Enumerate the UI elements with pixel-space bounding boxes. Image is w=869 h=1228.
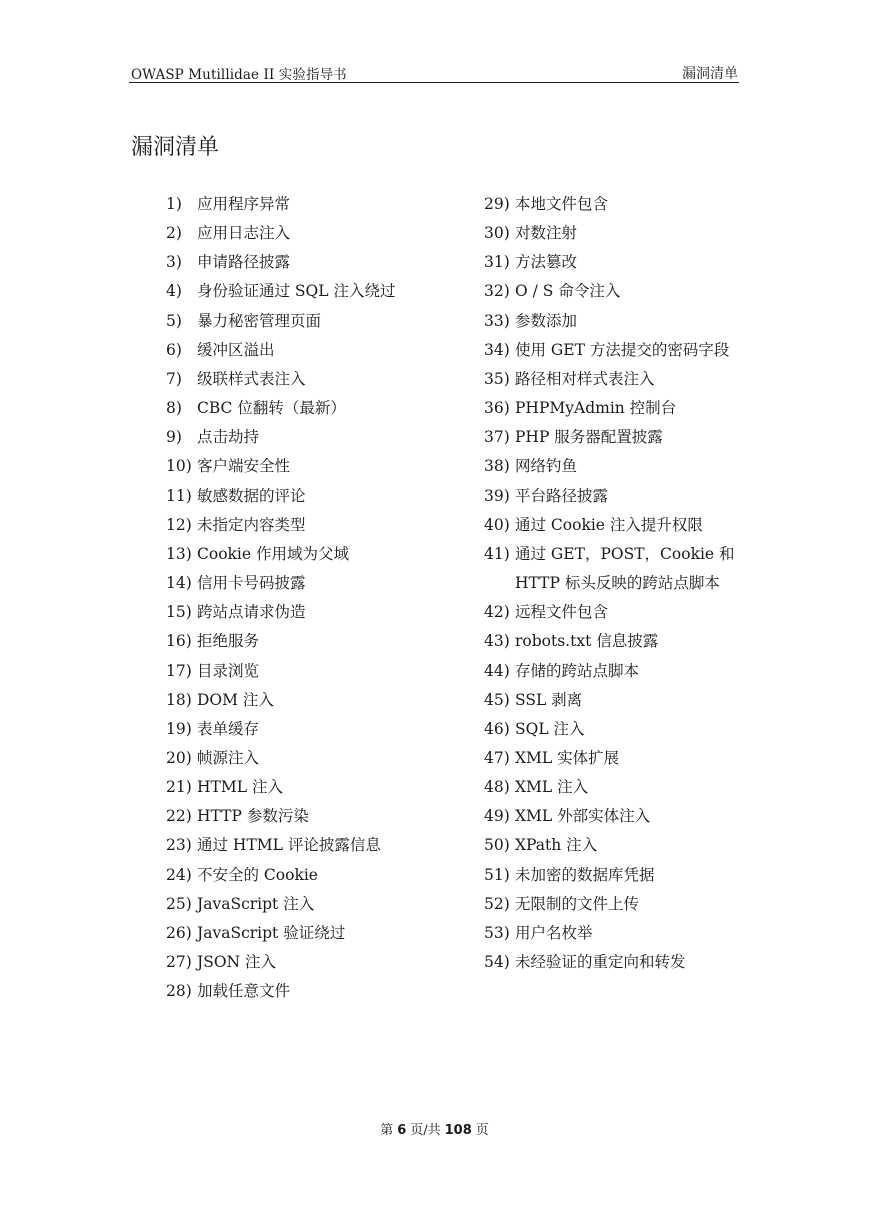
list-item-number: 32) (484, 282, 510, 301)
list-item (166, 686, 466, 715)
page-title: 漏洞清单 (131, 135, 220, 160)
list-item (484, 423, 742, 452)
list-item-label: 表单缓存 (197, 719, 260, 738)
list-item-number: 46) (484, 719, 510, 738)
list-item-number: 51) (484, 865, 510, 884)
list-item (484, 715, 742, 744)
list-item-number: 37) (484, 428, 510, 447)
running-header-section: 漏洞清单 (682, 66, 738, 82)
list-item-number: 40) (484, 515, 510, 534)
list-item-number: 35) (484, 369, 510, 388)
list-item-label: 客户端安全性 (197, 457, 291, 476)
list-item-label: XML 实体扩展 (515, 748, 620, 767)
list-item (484, 452, 742, 481)
list-item (484, 248, 742, 277)
list-item (166, 831, 466, 860)
list-item (484, 861, 742, 890)
list-item-label: SQL 注入 (515, 719, 585, 738)
vulnerability-list-left (166, 190, 466, 1006)
list-item-label: 拒绝服务 (197, 632, 260, 651)
list-item-number: 50) (484, 836, 510, 855)
list-item-number: 38) (484, 457, 510, 476)
list-item-number: 1) (166, 195, 182, 213)
list-item-number: 22) (166, 807, 192, 826)
list-item (484, 744, 742, 773)
list-item-label: 用户名枚举 (515, 923, 593, 942)
list-item-label: 本地文件包含 (515, 195, 609, 213)
list-item (484, 365, 742, 394)
list-item (484, 277, 742, 306)
list-item-number: 43) (484, 632, 510, 651)
list-item-number: 20) (166, 748, 192, 767)
list-item-number: 54) (484, 953, 510, 972)
list-item (484, 802, 742, 831)
list-item-number: 27) (166, 953, 192, 972)
list-item-number: 25) (166, 894, 192, 913)
list-item (166, 948, 466, 977)
list-item-label: 缓冲区溢出 (197, 340, 275, 359)
list-item (166, 715, 466, 744)
list-item-label: JSON 注入 (197, 953, 277, 972)
list-item-label: 暴力秘密管理页面 (197, 311, 322, 330)
list-item-label: 通过 Cookie 注入提升权限 (515, 515, 703, 534)
list-item-number: 10) (166, 457, 192, 476)
list-item (484, 686, 742, 715)
list-item-label: 网络钓鱼 (515, 457, 578, 476)
list-item (166, 394, 466, 423)
list-item-label: PHPMyAdmin 控制台 (515, 399, 677, 418)
list-item-label: 存储的跨站点脚本 (515, 661, 640, 680)
list-item-label: 无限制的文件上传 (515, 894, 640, 913)
list-item-label: JavaScript 注入 (197, 894, 315, 913)
list-item (166, 802, 466, 831)
list-item-label: 使用 GET 方法提交的密码字段 (515, 340, 730, 359)
list-item (484, 598, 742, 627)
footer-suffix: 页 (475, 1123, 489, 1138)
list-item (166, 511, 466, 540)
list-item (166, 744, 466, 773)
list-item-number: 41) (484, 544, 510, 563)
list-item (166, 569, 466, 598)
list-item-number: 21) (166, 778, 192, 797)
list-item-number: 30) (484, 224, 510, 243)
list-item-number: 8) (166, 399, 182, 418)
list-item-label: XML 注入 (515, 778, 589, 797)
list-item-number: 31) (484, 253, 510, 272)
total-page-count: 108 (444, 1123, 472, 1138)
list-item-number: 53) (484, 923, 510, 942)
list-item-number: 44) (484, 661, 510, 680)
list-item-number: 9) (166, 428, 182, 447)
list-item (166, 365, 466, 394)
list-item-label: 未加密的数据库凭据 (515, 865, 655, 884)
list-item-number: 52) (484, 894, 510, 913)
list-item (484, 190, 742, 219)
list-item (484, 336, 742, 365)
list-item-label: XPath 注入 (515, 836, 598, 855)
list-item-number: 47) (484, 748, 510, 767)
list-item-label: 敏感数据的评论 (197, 486, 306, 505)
list-item-number: 39) (484, 486, 510, 505)
footer-middle: 页/共 (410, 1123, 441, 1138)
list-item-label: 申请路径披露 (197, 253, 291, 272)
list-item-number: 18) (166, 690, 192, 709)
list-item-label: O / S 命令注入 (515, 282, 621, 301)
list-item-label: 应用程序异常 (197, 195, 291, 213)
list-item (484, 511, 742, 540)
list-item-label: 不安全的 Cookie (197, 865, 318, 884)
list-item (484, 831, 742, 860)
list-item (166, 773, 466, 802)
list-item-number: 16) (166, 632, 192, 651)
list-item-number: 6) (166, 340, 182, 359)
list-item-label: 应用日志注入 (197, 224, 291, 243)
running-header-title: OWASP Mutillidae II 实验指导书 (131, 67, 347, 83)
list-item (166, 540, 466, 569)
list-item (484, 890, 742, 919)
list-item-label: 路径相对样式表注入 (515, 369, 655, 388)
list-item-number: 45) (484, 690, 510, 709)
list-item-label: 平台路径披露 (515, 486, 609, 505)
list-item-label: HTTP 参数污染 (197, 807, 309, 826)
list-item-number: 33) (484, 311, 510, 330)
list-item-number: 19) (166, 719, 192, 738)
list-item-number: 13) (166, 544, 192, 563)
list-item-label: robots.txt 信息披露 (515, 632, 659, 651)
list-item-number: 15) (166, 603, 192, 622)
list-item-number: 5) (166, 311, 182, 330)
list-item-number: 3) (166, 253, 182, 272)
list-item (484, 482, 742, 511)
list-item-label: CBC 位翻转（最新） (197, 399, 346, 418)
list-item (166, 248, 466, 277)
page-footer (0, 1119, 869, 1138)
list-item (166, 277, 466, 306)
list-item (484, 307, 742, 336)
list-item (166, 977, 466, 1006)
list-item (166, 219, 466, 248)
list-item (484, 394, 742, 423)
list-item-number: 28) (166, 982, 192, 1001)
list-item-label: Cookie 作用域为父域 (197, 544, 349, 563)
list-item-label: 通过 GET，POST，Cookie 和 HTTP 标头反映的跨站点脚本 (515, 544, 735, 593)
list-item-number: 14) (166, 574, 192, 593)
vulnerability-list-right (484, 190, 742, 977)
list-item-number: 48) (484, 778, 510, 797)
list-item (166, 190, 466, 219)
list-item-label: XML 外部实体注入 (515, 807, 651, 826)
list-item-number: 49) (484, 807, 510, 826)
list-item-label: 未经验证的重定向和转发 (515, 953, 686, 972)
list-item-label: 远程文件包含 (515, 603, 609, 622)
list-item (484, 219, 742, 248)
list-item-number: 2) (166, 224, 182, 243)
list-item-label: 参数添加 (515, 311, 578, 330)
list-item-label: HTML 注入 (197, 778, 283, 797)
list-item-label: 未指定内容类型 (197, 515, 306, 534)
list-item-number: 26) (166, 923, 192, 942)
list-item-label: PHP 服务器配置披露 (515, 428, 663, 447)
list-item-label: 点击劫持 (197, 428, 260, 447)
list-item (166, 482, 466, 511)
list-item (166, 657, 466, 686)
list-item-number: 36) (484, 399, 510, 418)
list-item-number: 17) (166, 661, 192, 680)
list-item-number: 42) (484, 603, 510, 622)
list-item (166, 627, 466, 656)
list-item (166, 336, 466, 365)
list-item-label: 帧源注入 (197, 748, 260, 767)
list-item (484, 919, 742, 948)
list-item (484, 773, 742, 802)
list-item-number: 23) (166, 836, 192, 855)
list-item (166, 423, 466, 452)
list-item-label: 方法篡改 (515, 253, 578, 272)
list-item-label: 级联样式表注入 (197, 369, 306, 388)
list-item (166, 598, 466, 627)
list-item-number: 29) (484, 195, 510, 213)
header-divider (129, 82, 739, 83)
list-item (166, 919, 466, 948)
current-page-number: 6 (397, 1123, 407, 1138)
list-item (166, 861, 466, 890)
list-item (166, 307, 466, 336)
list-item-label: 身份验证通过 SQL 注入绕过 (197, 282, 396, 301)
list-item-number: 4) (166, 282, 182, 301)
footer-prefix: 第 (380, 1123, 394, 1138)
list-item-label: JavaScript 验证绕过 (197, 923, 346, 942)
list-item (166, 890, 466, 919)
list-item-label: DOM 注入 (197, 690, 274, 709)
list-item (484, 948, 742, 977)
list-item-label: 目录浏览 (197, 661, 260, 680)
list-item (166, 452, 466, 481)
list-item-number: 12) (166, 515, 192, 534)
list-item-number: 34) (484, 340, 510, 359)
list-item (484, 540, 742, 598)
list-item-number: 7) (166, 369, 182, 388)
list-item-label: 加载任意文件 (197, 982, 291, 1001)
list-item-number: 11) (166, 486, 192, 505)
list-item-number: 24) (166, 865, 192, 884)
list-item-label: 信用卡号码披露 (197, 574, 306, 593)
list-item-label: 通过 HTML 评论披露信息 (197, 836, 381, 855)
list-item (484, 657, 742, 686)
list-item-label: SSL 剥离 (515, 690, 583, 709)
list-item-label: 跨站点请求伪造 (197, 603, 306, 622)
list-item (484, 627, 742, 656)
list-item-label: 对数注射 (515, 224, 578, 243)
